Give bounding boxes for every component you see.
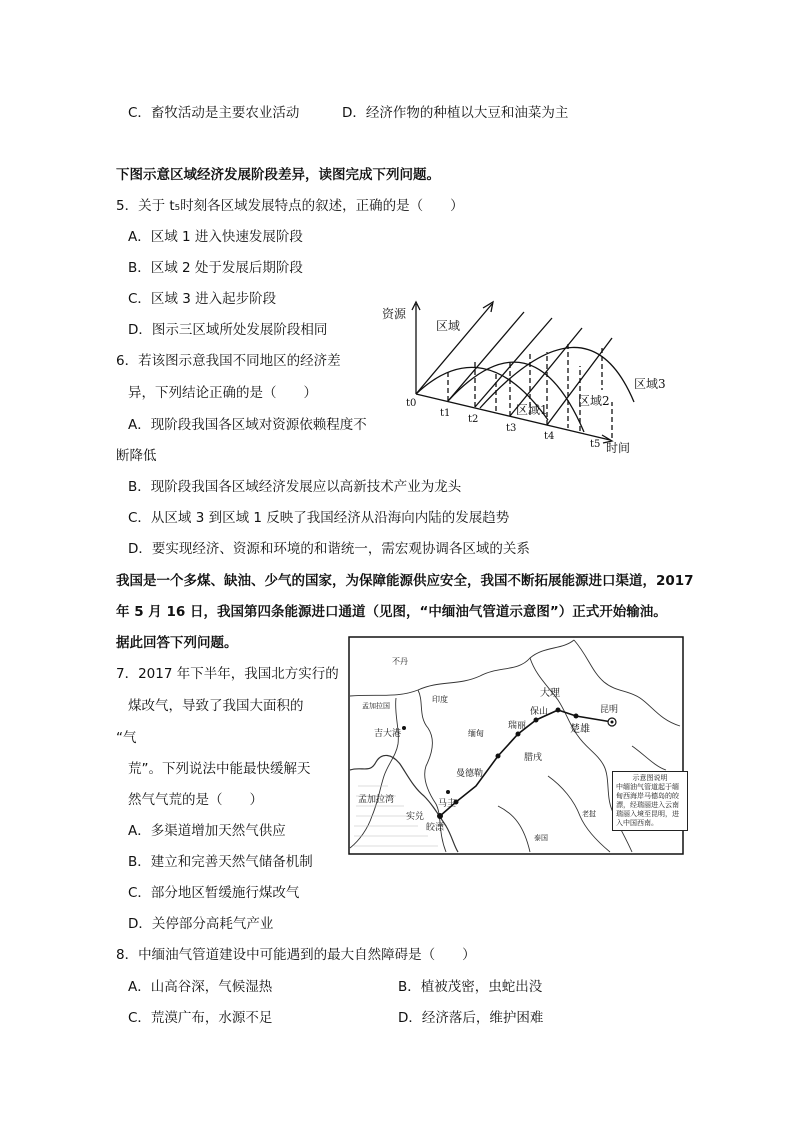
q5-stem: 5．关于 t₅时刻各区域发展特点的叙述，正确的是（ ） (116, 198, 464, 214)
q4-option-d: D．经济作物的种植以大豆和油菜为主 (342, 105, 569, 121)
q5-option-a: A．区域 1 进入快速发展阶段 (128, 229, 303, 245)
q5-option-d: D．图示三区域所处发展阶段相同 (128, 322, 328, 338)
q8-option-d: D．经济落后，维护困难 (398, 1010, 544, 1026)
map-label-baoshan: 保山 (530, 707, 549, 717)
q5-option-b: B．区域 2 处于发展后期阶段 (128, 260, 303, 276)
map-label-myanmar: 缅甸 (468, 729, 484, 738)
q7-stem-line2: 煤改气，导致了我国大面积的 (128, 698, 304, 714)
diagram-ylabel: 资源 (382, 307, 407, 321)
q7-stem-line5: 然气气荒的是（ ） (128, 792, 263, 808)
q6-option-c: C．从区域 3 到区域 1 反映了我国经济从沿海向内陆的发展趋势 (128, 510, 510, 526)
tick-t5: t5 (590, 439, 601, 450)
tick-t3: t3 (506, 423, 517, 434)
map-label-kunming: 昆明 (600, 705, 619, 715)
q6-option-a-line1: A．现阶段我国各区域对资源依赖程度不 (128, 417, 367, 433)
section-intro-2-line1: 我国是一个多煤、缺油、少气的国家，为保障能源供应安全，我国不断拓展能源进口渠道，2017 (116, 573, 694, 589)
tick-t2: t2 (468, 414, 479, 425)
q7-option-c: C．部分地区暂缓施行煤改气 (128, 885, 300, 901)
diagram-region1: 区域1 (516, 403, 548, 417)
q6-option-b: B．现阶段我国各区域经济发展应以高新技术产业为龙头 (128, 479, 462, 495)
q7-option-a: A．多渠道增加天然气供应 (128, 823, 286, 839)
section-intro-2-line2: 年 5 月 16 日，我国第四条能源进口通道（见图，“中缅油气管道示意图”）正式开始输油。 (116, 604, 667, 620)
q8-stem: 8．中缅油气管道建设中可能遇到的最大自然障碍是（ ） (116, 947, 476, 963)
map-label-bay: 孟加拉湾 (358, 795, 395, 805)
map-label-lashio: 腊戌 (524, 753, 543, 763)
map-label-mandalay: 曼德勒 (456, 769, 484, 779)
tick-t0: t0 (406, 398, 417, 409)
map-label-ruili: 瑞丽 (508, 721, 527, 731)
diagram-region-label: 区域 (436, 319, 461, 333)
q6-option-a-line2: 断降低 (116, 448, 157, 464)
map-label-laos: 老挝 (582, 810, 596, 818)
q7-stem-line3: “气 (116, 730, 137, 746)
map-label-chittagong: 吉大港 (374, 729, 402, 739)
diagram-region3: 区域3 (634, 377, 666, 391)
region-development-diagram (372, 290, 702, 460)
map-label-chuxiong: 楚雄 (570, 724, 590, 735)
diagram-region2: 区域2 (578, 394, 610, 408)
map-legend-note (612, 771, 688, 831)
map-label-bhutan: 不丹 (392, 657, 408, 666)
map-label-bangladesh: 孟加拉国 (362, 702, 390, 710)
q6-stem-line2: 异，下列结论正确的是（ ） (128, 385, 317, 401)
tick-t1: t1 (440, 408, 451, 419)
q6-stem-line1: 6．若该图示意我国不同地区的经济差 (116, 353, 341, 369)
map-note-body: 中缅油气管道起于缅甸西海岸马德岛的皎漂，经瑞丽进入云南瑞丽入境至昆明，进入中国西南。 (616, 783, 679, 827)
q6-option-d: D．要实现经济、资源和环境的和谐统一，需宏观协调各区域的关系 (128, 541, 530, 557)
map-label-sittwe: 实兑 (406, 812, 425, 822)
q7-stem-line4: 荒”。下列说法中能最快缓解天 (128, 761, 311, 777)
q5-option-c: C．区域 3 进入起步阶段 (128, 291, 277, 307)
q7-stem-line1: 7．2017 年下半年，我国北方实行的 (116, 666, 339, 682)
map-label-dali: 大理 (540, 688, 560, 699)
map-label-thailand: 泰国 (534, 834, 548, 842)
section-intro-1: 下图示意区域经济发展阶段差异，读图完成下列问题。 (116, 167, 440, 183)
q8-option-b: B．植被茂密，虫蛇出没 (398, 979, 543, 995)
map-note-title: 示意图说明 (632, 774, 668, 782)
section-intro-2-line3: 据此回答下列问题。 (116, 635, 238, 651)
q4-option-c: C．畜牧活动是主要农业活动 (128, 105, 300, 121)
map-label-kyaukpyu: 皎漂 (426, 823, 445, 833)
diagram-xlabel: 时间 (606, 441, 631, 455)
map-label-magway: 马圭 (438, 799, 457, 809)
map-label-india: 印度 (432, 695, 448, 704)
q8-option-a: A．山高谷深，气候湿热 (128, 979, 273, 995)
q8-option-c: C．荒漠广布，水源不足 (128, 1010, 273, 1026)
q7-option-d: D．关停部分高耗气产业 (128, 916, 274, 932)
q7-option-b: B．建立和完善天然气储备机制 (128, 854, 313, 870)
tick-t4: t4 (544, 431, 555, 442)
